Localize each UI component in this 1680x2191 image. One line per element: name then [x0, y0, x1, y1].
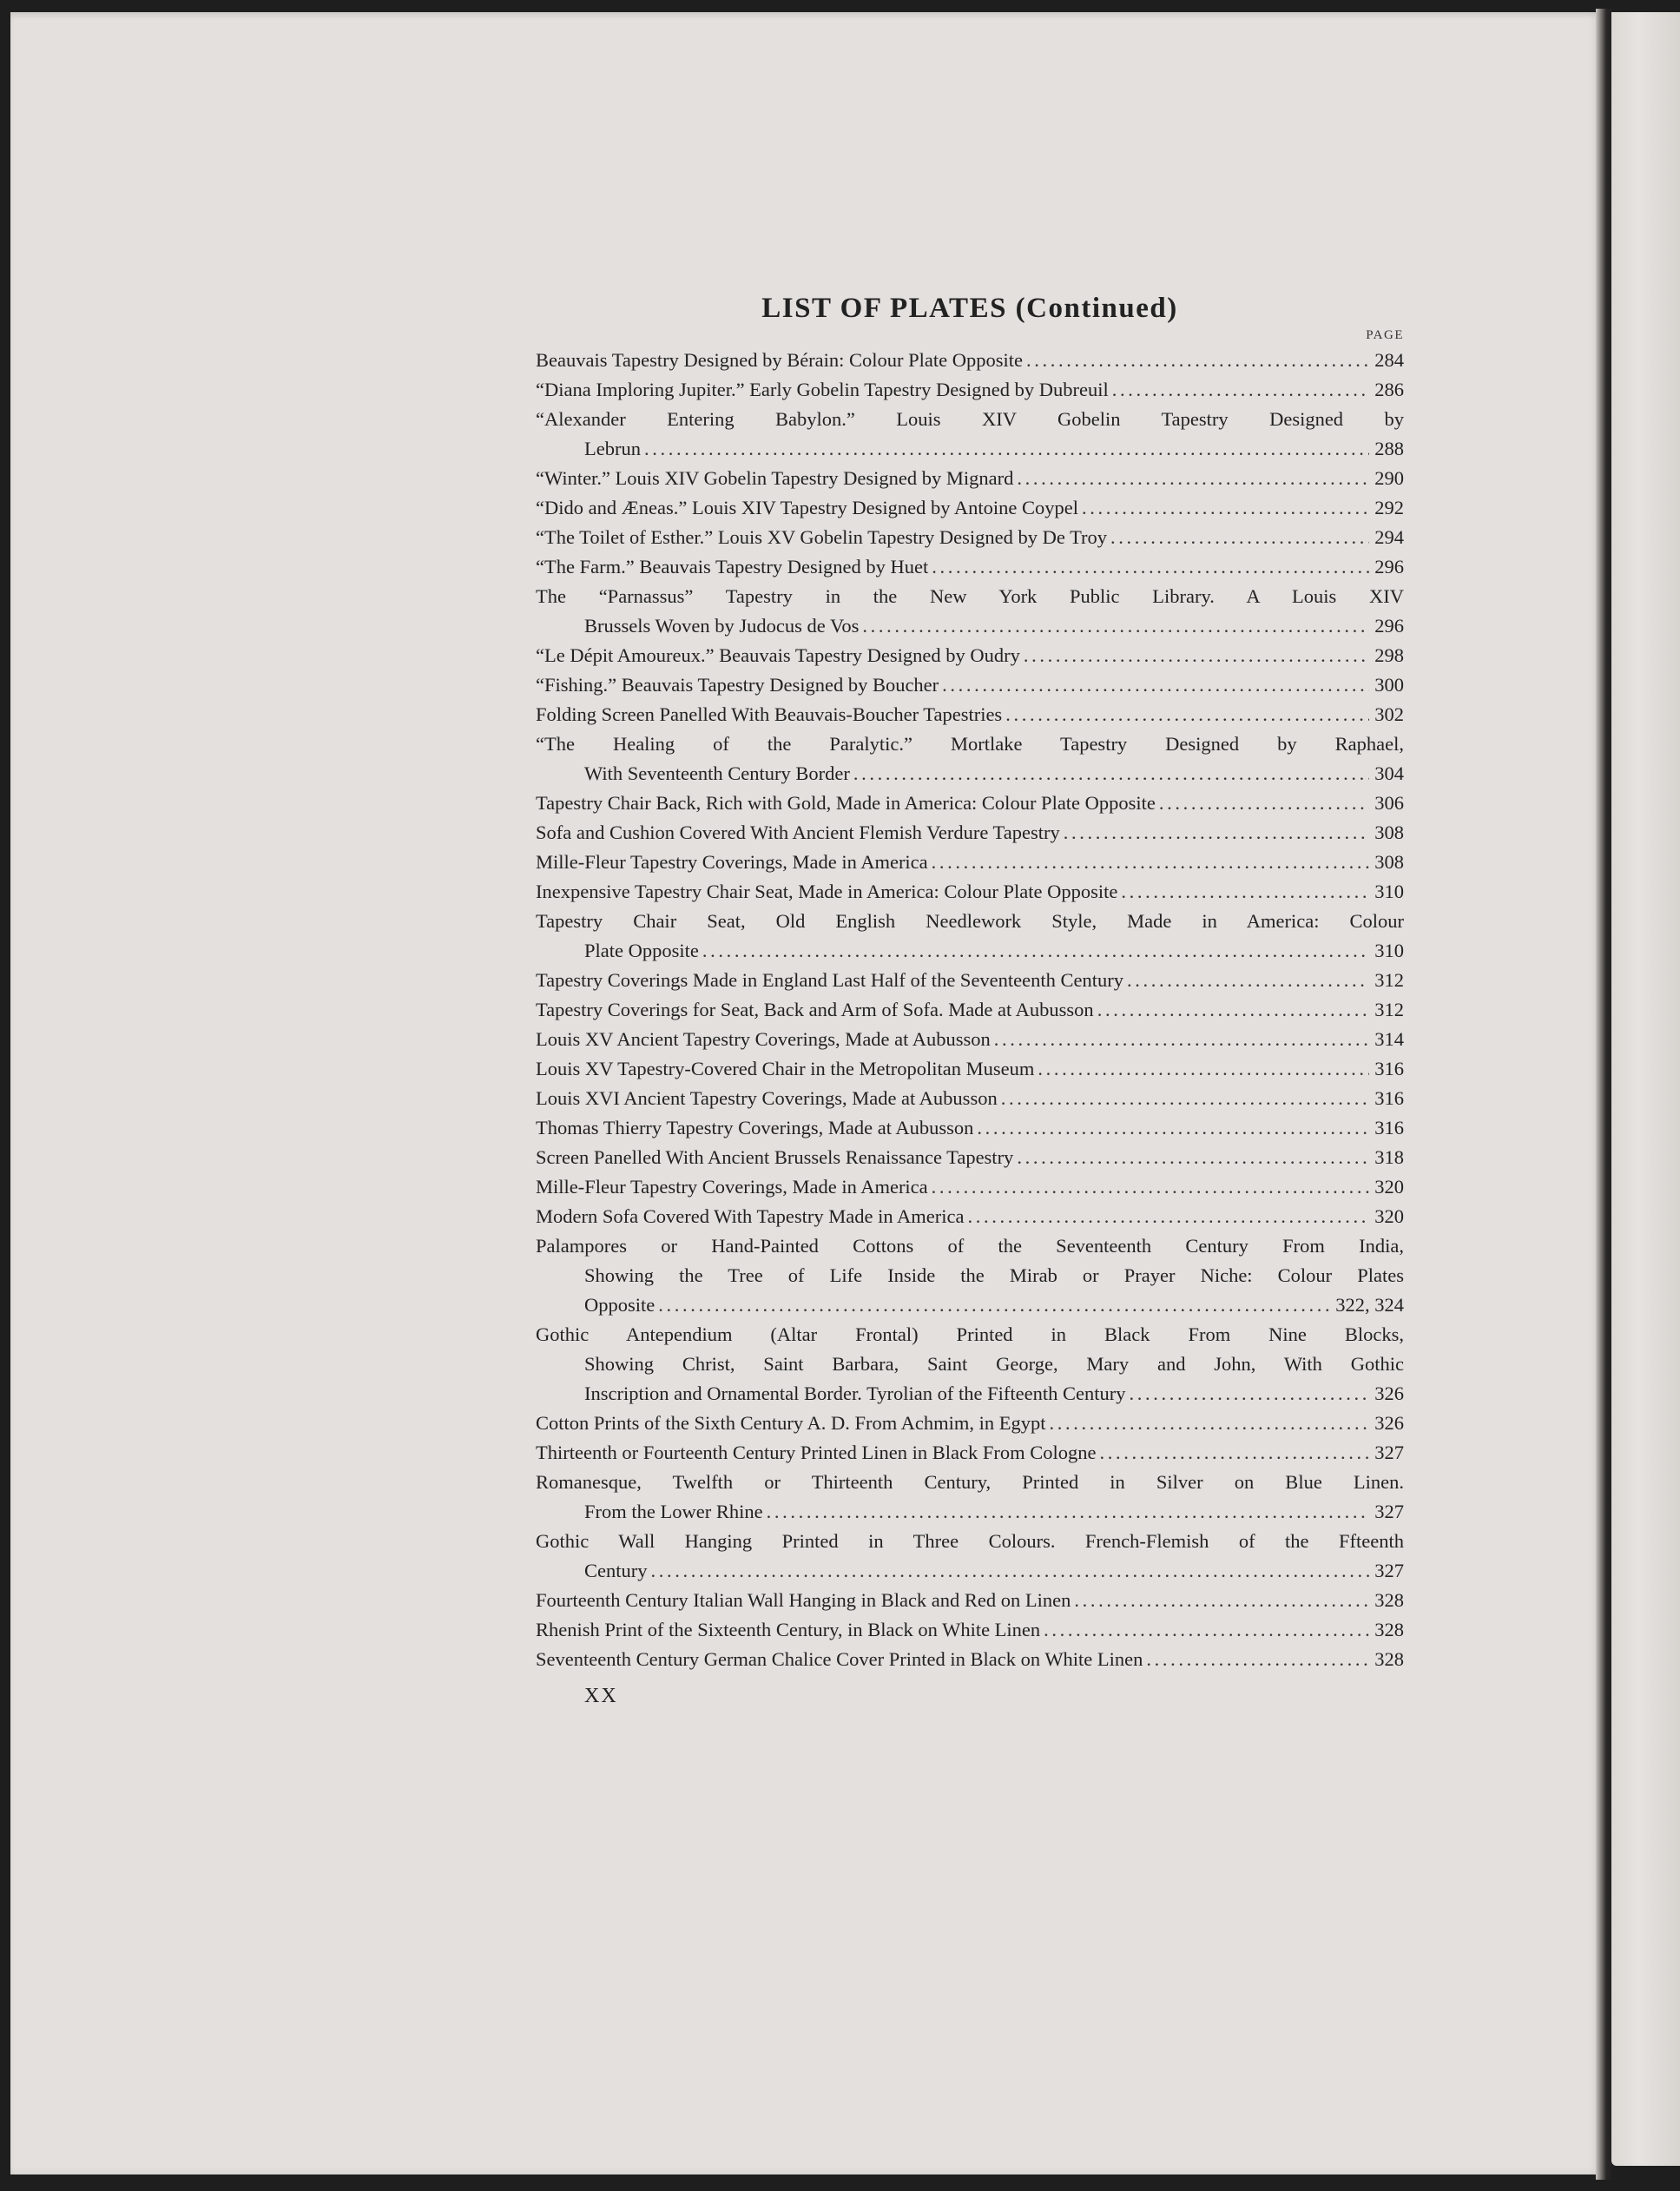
leader-dots — [939, 670, 1369, 700]
entry-text: Louis XV Ancient Tapestry Coverings, Made at Aubusson — [536, 1028, 991, 1050]
list-entry — [536, 818, 1404, 848]
leader-dots — [1097, 1438, 1370, 1468]
leader-dots — [859, 611, 1369, 641]
entry-text: Romanesque, Twelfth or Thirteenth Century, Printed in Silver on Blue Linen. — [536, 1471, 1404, 1493]
entry-title-line — [536, 493, 1404, 523]
entry-text: “The Toilet of Esther.” Louis XV Gobelin Tapestry Designed by De Troy — [536, 526, 1108, 548]
entry-text: Showing the Tree of Life Inside the Mirab or Prayer Niche: Colour Plates — [584, 1264, 1404, 1286]
entry-title-line — [536, 1527, 1404, 1556]
entry-title-line — [536, 700, 1404, 729]
entry-text: “Le Dépit Amoureux.” Beauvais Tapestry Designed by Oudry — [536, 644, 1020, 666]
entry-text: Screen Panelled With Ancient Brussels Renaissance Tapestry — [536, 1146, 1014, 1168]
leader-dots — [928, 848, 1370, 877]
entry-text: Inexpensive Tapestry Chair Seat, Made in America: Colour Plate Opposite — [536, 881, 1118, 902]
list-entry — [536, 1438, 1404, 1468]
list-entry — [536, 1172, 1404, 1202]
leader-dots — [1002, 700, 1369, 729]
entry-text: Tapestry Chair Back, Rich with Gold, Made in America: Colour Plate Opposite — [536, 792, 1156, 814]
entry-page-number: 286 — [1374, 379, 1404, 400]
list-entry — [536, 1054, 1404, 1084]
entry-title-line — [536, 1231, 1404, 1261]
list-entry — [536, 1586, 1404, 1615]
entry-text: Beauvais Tapestry Designed by Bérain: Colour Plate Opposite — [536, 349, 1024, 371]
list-entry — [536, 995, 1404, 1025]
entry-continuation-line — [536, 1261, 1404, 1290]
leader-dots — [991, 1025, 1369, 1054]
entry-page-number: 316 — [1374, 1058, 1404, 1079]
list-entry — [536, 523, 1404, 552]
entry-page-number: 320 — [1374, 1205, 1404, 1227]
entry-page-number: 327 — [1374, 1442, 1404, 1463]
leader-dots — [850, 759, 1369, 789]
entry-text: Louis XV Tapestry-Covered Chair in the Metropolitan Museum — [536, 1058, 1035, 1079]
entry-page-number: 300 — [1374, 674, 1404, 696]
leader-dots — [1040, 1615, 1369, 1645]
entry-title-line — [536, 405, 1404, 434]
list-entry — [536, 877, 1404, 907]
entry-text: Brussels Woven by Judocus de Vos — [584, 615, 860, 637]
entry-text: With Seventeenth Century Border — [584, 762, 850, 784]
leader-dots — [1013, 1143, 1369, 1172]
entry-text: “Dido and Æneas.” Louis XIV Tapestry Designed by Antoine Coypel — [536, 497, 1078, 518]
leader-dots — [1126, 1379, 1370, 1409]
entry-text: Mille-Fleur Tapestry Coverings, Made in America — [536, 1176, 928, 1198]
entry-text: Century — [584, 1560, 648, 1581]
list-entry — [536, 375, 1404, 405]
entry-text: Tapestry Coverings Made in England Last Half of the Seventeenth Century — [536, 969, 1123, 991]
leader-dots — [699, 936, 1369, 966]
entry-title-line — [536, 1143, 1404, 1172]
entry-page-number: 316 — [1374, 1087, 1404, 1109]
list-entry — [536, 729, 1404, 789]
entry-page-number: 310 — [1374, 940, 1404, 961]
list-entry — [536, 1468, 1404, 1527]
entry-page-number: 308 — [1374, 822, 1404, 843]
entry-title-line — [536, 1615, 1404, 1645]
entry-text: Seventeenth Century German Chalice Cover Printed in Black on White Linen — [536, 1648, 1143, 1670]
entry-page-number: 292 — [1374, 497, 1404, 518]
leader-dots — [964, 1202, 1369, 1231]
entry-page-number: 306 — [1374, 792, 1404, 814]
plates-list — [536, 346, 1404, 1674]
entry-title-line — [536, 1409, 1404, 1438]
entry-text: Inscription and Ornamental Border. Tyrolian of the Fifteenth Century — [584, 1383, 1126, 1404]
leader-dots — [641, 434, 1369, 464]
list-entry — [536, 670, 1404, 700]
entry-title-line — [536, 1054, 1404, 1084]
list-entry — [536, 464, 1404, 493]
entry-text: Fourteenth Century Italian Wall Hanging in Black and Red on Linen — [536, 1589, 1071, 1611]
entry-text: Thomas Thierry Tapestry Coverings, Made at Aubusson — [536, 1117, 974, 1138]
entry-title-line — [536, 729, 1404, 759]
entry-title-line — [536, 1084, 1404, 1113]
entry-page-number: 320 — [1374, 1176, 1404, 1198]
list-entry — [536, 1084, 1404, 1113]
leader-dots — [763, 1497, 1370, 1527]
entry-text: Mille-Fleur Tapestry Coverings, Made in America — [536, 851, 928, 873]
entry-title-line — [536, 1025, 1404, 1054]
entry-page-number: 328 — [1374, 1589, 1404, 1611]
page-column-label: PAGE — [1366, 328, 1404, 342]
entry-title-line — [536, 670, 1404, 700]
entry-text: “Diana Imploring Jupiter.” Early Gobelin Tapestry Designed by Dubreuil — [536, 379, 1109, 400]
leader-dots — [1060, 818, 1370, 848]
list-entry — [536, 346, 1404, 375]
entry-continuation-line — [536, 1350, 1404, 1379]
entry-text: Thirteenth or Fourteenth Century Printed Linen in Black From Cologne — [536, 1442, 1097, 1463]
entry-text: Modern Sofa Covered With Tapestry Made in America — [536, 1205, 965, 1227]
list-entry — [536, 1615, 1404, 1645]
entry-text: “Fishing.” Beauvais Tapestry Designed by Boucher — [536, 674, 939, 696]
entry-text: Rhenish Print of the Sixteenth Century, in Black on White Linen — [536, 1619, 1041, 1640]
entry-text: From the Lower Rhine — [584, 1501, 763, 1522]
entry-continuation-line — [536, 434, 1404, 464]
list-entry — [536, 552, 1404, 582]
entry-text: Tapestry Chair Seat, Old English Needlework Style, Made in America: Colour — [536, 910, 1404, 932]
entry-title-line — [536, 966, 1404, 995]
entry-title-line — [536, 995, 1404, 1025]
entry-title-line — [536, 1645, 1404, 1674]
entry-page-number: 322, 324 — [1335, 1294, 1404, 1316]
leader-dots — [1143, 1645, 1369, 1674]
list-entry — [536, 1113, 1404, 1143]
entry-title-line — [536, 582, 1404, 611]
leader-dots — [1046, 1409, 1370, 1438]
entry-title-line — [536, 375, 1404, 405]
entry-page-number: 327 — [1374, 1560, 1404, 1581]
entry-text: Showing Christ, Saint Barbara, Saint George, Mary and John, With Gothic — [584, 1353, 1404, 1375]
page-number: XX — [584, 1685, 618, 1707]
entry-continuation-line — [536, 759, 1404, 789]
entry-text: “Alexander Entering Babylon.” Louis XIV Gobelin Tapestry Designed by — [536, 408, 1404, 430]
entry-page-number: 298 — [1374, 644, 1404, 666]
entry-title-line — [536, 1202, 1404, 1231]
entry-page-number: 328 — [1374, 1648, 1404, 1670]
entry-page-number: 284 — [1374, 349, 1404, 371]
entry-page-number: 314 — [1374, 1028, 1404, 1050]
entry-title-line — [536, 818, 1404, 848]
list-entry — [536, 1202, 1404, 1231]
leader-dots — [928, 552, 1369, 582]
entry-title-line — [536, 1320, 1404, 1350]
entry-page-number: 304 — [1374, 762, 1404, 784]
entry-text: Palampores or Hand-Painted Cottons of the Seventeenth Century From India, — [536, 1235, 1404, 1257]
entry-title-line — [536, 877, 1404, 907]
entry-title-line — [536, 1438, 1404, 1468]
entry-text: Cotton Prints of the Sixth Century A. D. From Achmim, in Egypt — [536, 1412, 1046, 1434]
entry-page-number: 326 — [1374, 1383, 1404, 1404]
page-gutter-shadow — [1596, 9, 1613, 2180]
entry-continuation-line — [536, 1379, 1404, 1409]
entry-continuation-line — [536, 1556, 1404, 1586]
entry-text: Louis XVI Ancient Tapestry Coverings, Made at Aubusson — [536, 1087, 998, 1109]
list-entry — [536, 1143, 1404, 1172]
list-entry — [536, 907, 1404, 966]
leader-dots — [1013, 464, 1369, 493]
entry-title-line — [536, 552, 1404, 582]
leader-dots — [1156, 789, 1369, 818]
entry-text: Gothic Wall Hanging Printed in Three Colours. French-Flemish of the Ffteenth — [536, 1530, 1404, 1552]
entry-title-line — [536, 523, 1404, 552]
entry-title-line — [536, 1468, 1404, 1497]
leader-dots — [1023, 346, 1369, 375]
list-entry — [536, 700, 1404, 729]
leader-dots — [1107, 523, 1369, 552]
list-entry — [536, 1320, 1404, 1409]
entry-page-number: 290 — [1374, 467, 1404, 489]
entry-page-number: 296 — [1374, 556, 1404, 577]
leader-dots — [655, 1290, 1330, 1320]
list-entry — [536, 966, 1404, 995]
entry-text: Plate Opposite — [584, 940, 699, 961]
entry-text: The “Parnassus” Tapestry in the New York Public Library. A Louis XIV — [536, 585, 1404, 607]
leader-dots — [1034, 1054, 1369, 1084]
list-entry — [536, 1527, 1404, 1586]
entry-text: “Winter.” Louis XIV Gobelin Tapestry Designed by Mignard — [536, 467, 1014, 489]
entry-page-number: 312 — [1374, 969, 1404, 991]
entry-page-number: 302 — [1374, 703, 1404, 725]
list-entry — [536, 493, 1404, 523]
list-of-plates — [536, 292, 1404, 1674]
leader-dots — [1094, 995, 1370, 1025]
entry-text: Sofa and Cushion Covered With Ancient Flemish Verdure Tapestry — [536, 822, 1060, 843]
entry-title-line — [536, 1172, 1404, 1202]
entry-text: “The Healing of the Paralytic.” Mortlake Tapestry Designed by Raphael, — [536, 733, 1404, 755]
entry-text: Folding Screen Panelled With Beauvais-Boucher Tapestries — [536, 703, 1003, 725]
entry-continuation-line — [536, 1497, 1404, 1527]
entry-continuation-line — [536, 1290, 1404, 1320]
leader-dots — [928, 1172, 1370, 1202]
entry-continuation-line — [536, 936, 1404, 966]
adjacent-page-edge — [1611, 12, 1680, 2166]
entry-title-line — [536, 907, 1404, 936]
entry-page-number: 288 — [1374, 438, 1404, 459]
leader-dots — [648, 1556, 1370, 1586]
entry-page-number: 318 — [1374, 1146, 1404, 1168]
entry-text: “The Farm.” Beauvais Tapestry Designed by Huet — [536, 556, 929, 577]
leader-dots — [1109, 375, 1370, 405]
list-entry — [536, 405, 1404, 464]
entry-title-line — [536, 641, 1404, 670]
entry-continuation-line — [536, 611, 1404, 641]
entry-title-line — [536, 1113, 1404, 1143]
entry-title-line — [536, 346, 1404, 375]
leader-dots — [998, 1084, 1370, 1113]
leader-dots — [1117, 877, 1369, 907]
entry-page-number: 326 — [1374, 1412, 1404, 1434]
list-entry — [536, 641, 1404, 670]
entry-page-number: 327 — [1374, 1501, 1404, 1522]
entry-title-line — [536, 789, 1404, 818]
entry-page-number: 294 — [1374, 526, 1404, 548]
entry-text: Opposite — [584, 1294, 656, 1316]
leader-dots — [1020, 641, 1369, 670]
list-entry — [536, 789, 1404, 818]
list-entry — [536, 1645, 1404, 1674]
entry-page-number: 312 — [1374, 999, 1404, 1020]
leader-dots — [1071, 1586, 1369, 1615]
leader-dots — [1123, 966, 1369, 995]
list-entry — [536, 848, 1404, 877]
entry-text: Gothic Antependium (Altar Frontal) Printed in Black From Nine Blocks, — [536, 1323, 1404, 1345]
list-entry — [536, 1409, 1404, 1438]
entry-page-number: 296 — [1374, 615, 1404, 637]
page-title: LIST OF PLATES (Continued) — [761, 293, 1178, 324]
entry-title-line — [536, 1586, 1404, 1615]
entry-page-number: 328 — [1374, 1619, 1404, 1640]
entry-text: Tapestry Coverings for Seat, Back and Arm of Sofa. Made at Aubusson — [536, 999, 1094, 1020]
list-entry — [536, 582, 1404, 641]
list-entry — [536, 1025, 1404, 1054]
entry-page-number: 308 — [1374, 851, 1404, 873]
leader-dots — [973, 1113, 1369, 1143]
entry-page-number: 316 — [1374, 1117, 1404, 1138]
leader-dots — [1078, 493, 1369, 523]
entry-title-line — [536, 464, 1404, 493]
list-entry — [536, 1231, 1404, 1320]
entry-title-line — [536, 848, 1404, 877]
entry-text: Lebrun — [584, 438, 641, 459]
entry-page-number: 310 — [1374, 881, 1404, 902]
